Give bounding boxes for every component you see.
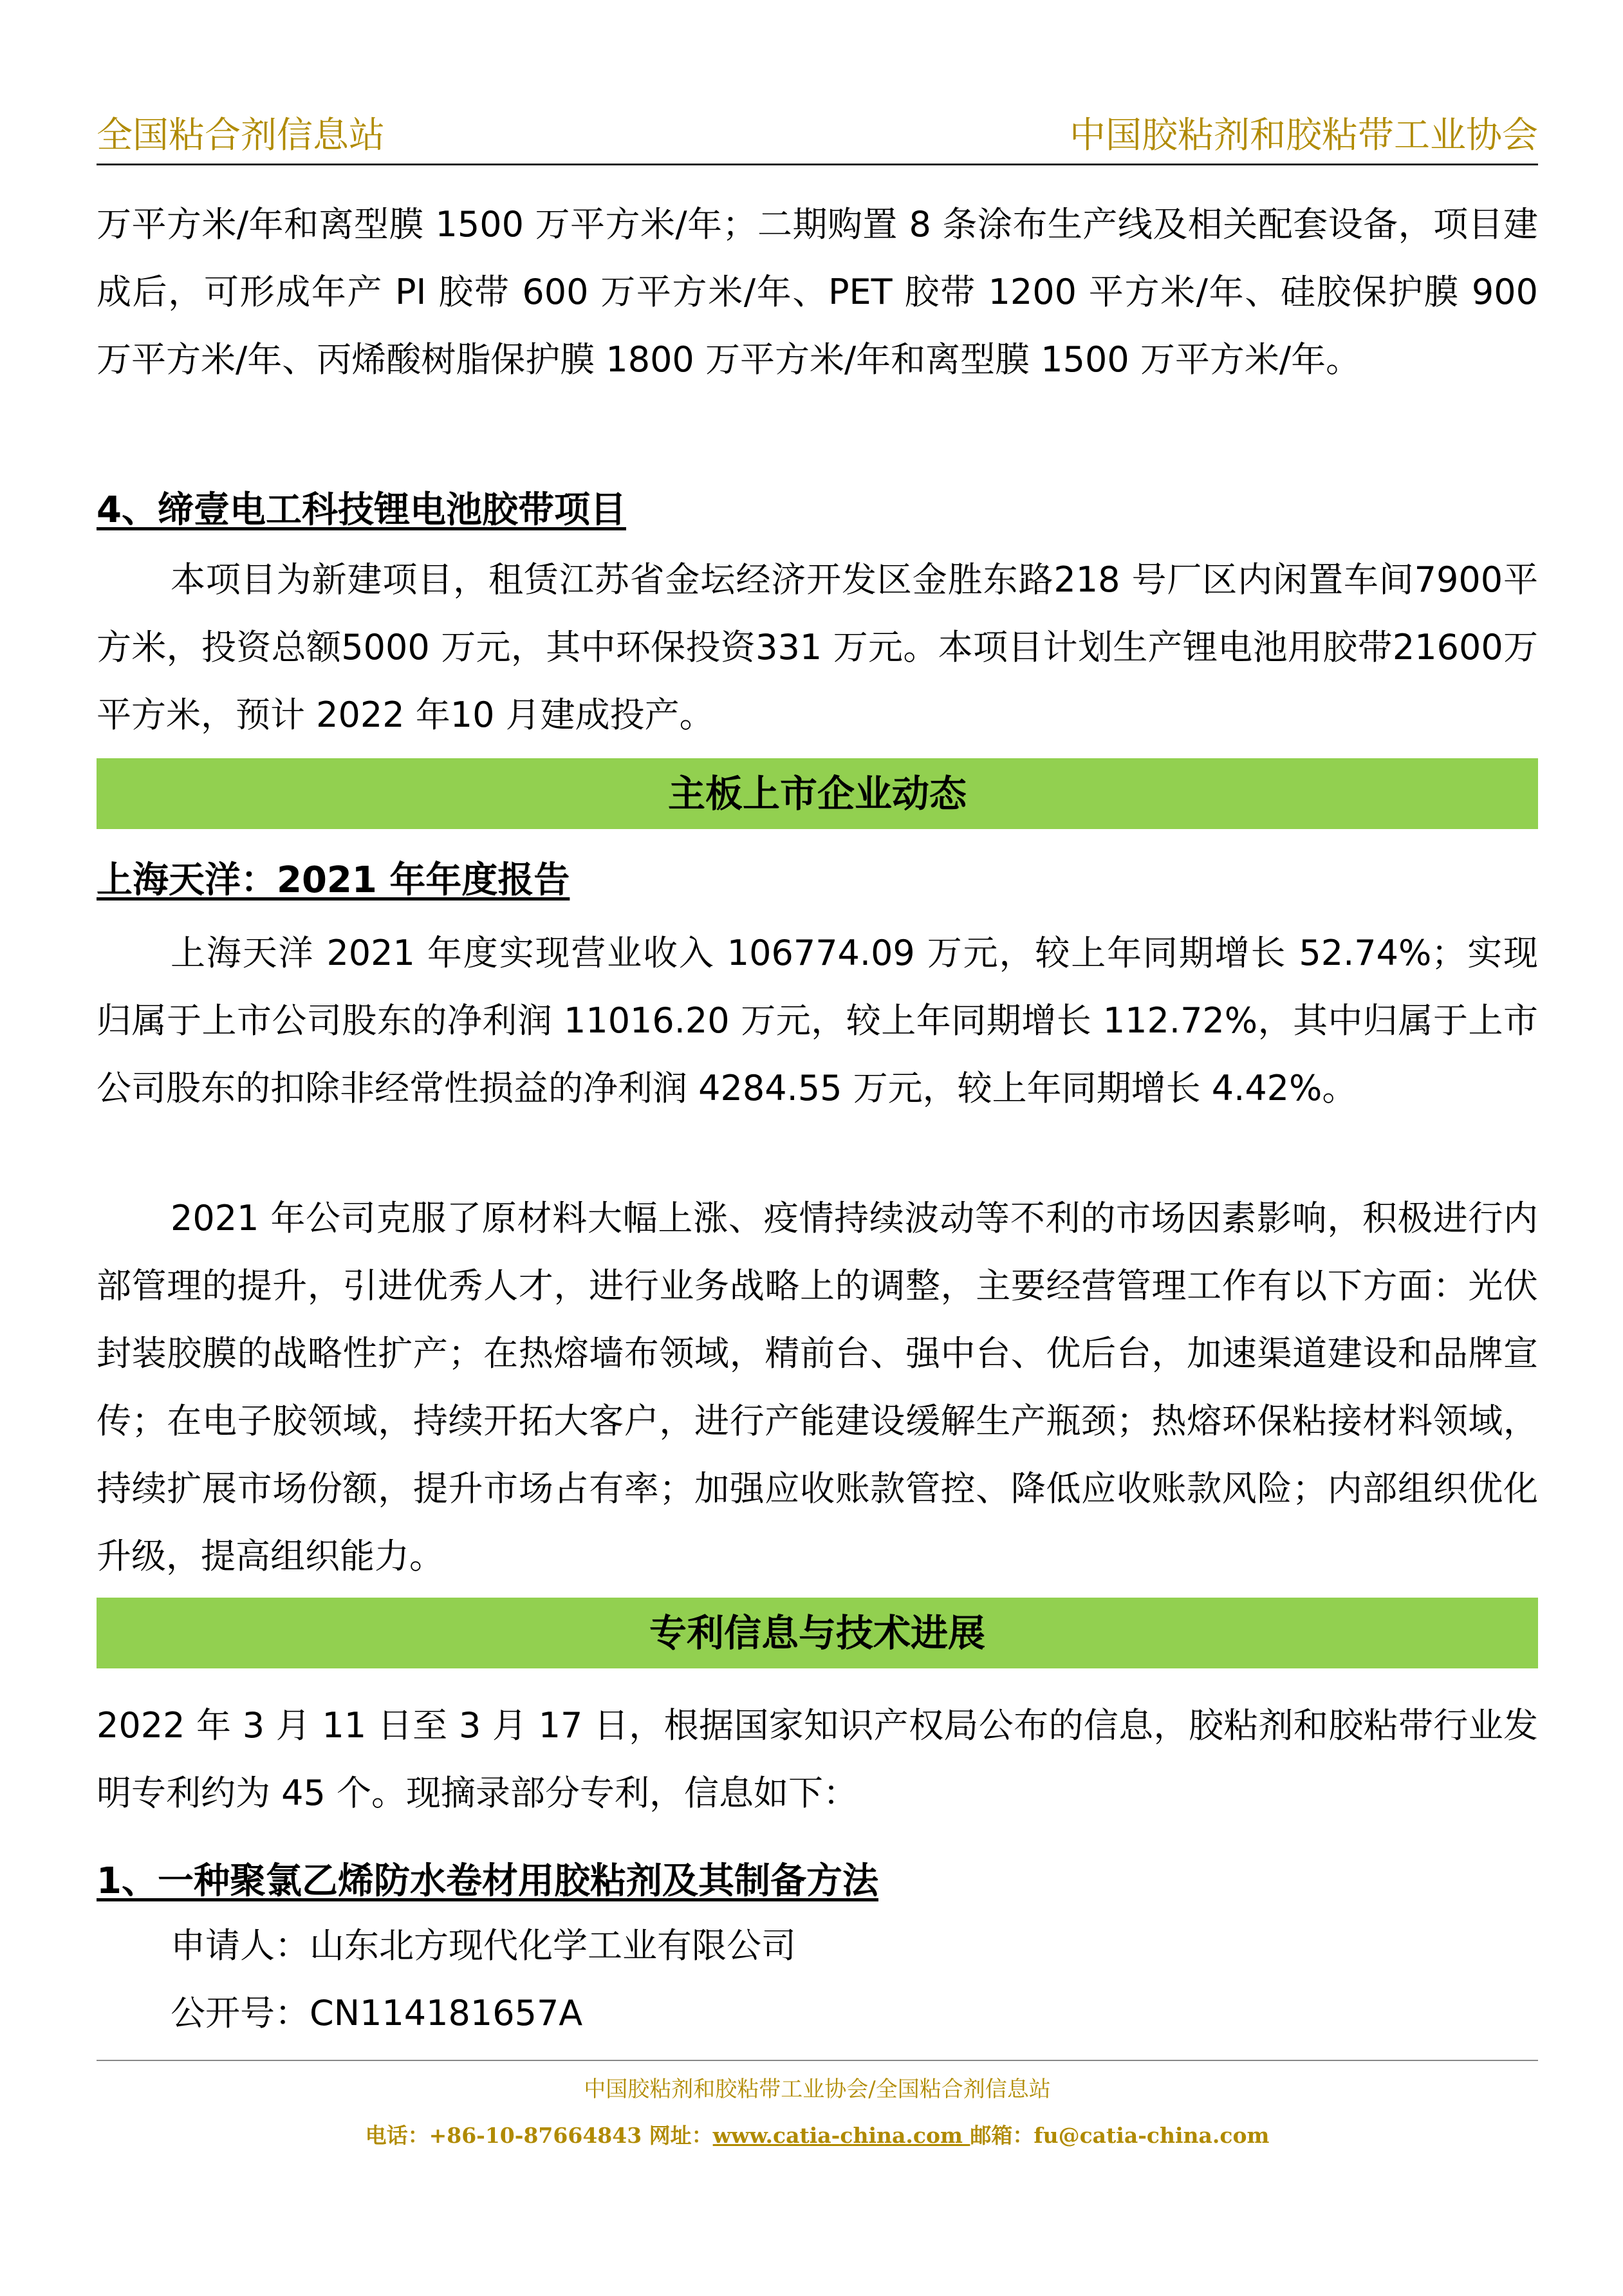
tianyang-paragraph-2: 2021 年公司克服了原材料大幅上涨、疫情持续波动等不利的市场因素影响，积极进行内部管理的提升，引进优秀人才，进行业务战略上的调整，主要经营管理工作有以下方面：光伏封装胶膜的战略性扩产；在热熔墙布领域，精前台、强中台、优后台，加速渠道建设和品牌宣传；在电子胶领域，持续开拓大客户，进行产能建设缓解生产瓶颈；热熔环保粘接材料领域，持续扩展市场份额，提升市场占有率；加强应收账款管控、降低应收账款风险；内部组织优化升级，提高组织能力。 (97, 1198, 1538, 1576)
footer-email: 邮箱：fu@catia-china.com (970, 2123, 1270, 2148)
footer-phone: 电话：+86-10-87664843 网址： (365, 2123, 713, 2148)
project4-paragraph: 本项目为新建项目，租赁江苏省金坛经济开发区金胜东路218 号厂区内闲置车间7900平方米，投资总额5000 万元，其中环保投资331 万元。本项目计划生产锂电池用胶带21600万平方米，预计 2022 年10 月建成投产。 (97, 559, 1538, 735)
patent1-applicant: 申请人：山东北方现代化学工业有限公司 (171, 1925, 796, 1966)
patent1-heading: 1、一种聚氯乙烯防水卷材用胶粘剂及其制备方法 (97, 1860, 878, 1902)
tianyang-paragraph-1: 上海天洋 2021 年度实现营业收入 106774.09 万元，较上年同期增长 52.74%；实现归属于上市公司股东的净利润 11016.20 万元，较上年同期增长 112.72%，其中归属于上市公司股东的扣除非经常性损益的净利润 4284.55 万元，较上年同期增长 4.42%。 (97, 933, 1538, 1108)
continued-paragraph: 万平方米/年和离型膜 1500 万平方米/年；二期购置 8 条涂布生产线及相关配套设备，项目建成后，可形成年产 PI 胶带 600 万平方米/年、PET 胶带 1200 平方米/年、硅胶保护膜 900 万平方米/年、丙烯酸树脂保护膜 1800 万平方米/年和离型膜 1500 万平方米/年。 (97, 204, 1538, 380)
section-band-patents: 专利信息与技术进展 (97, 1598, 1538, 1668)
patent1-publication-number: 公开号：CN114181657A (171, 1993, 583, 2033)
document-page (97, 0, 1538, 2296)
header-left-title: 全国粘合剂信息站 (97, 115, 385, 156)
project4-heading: 4、缔壹电工科技锂电池胶带项目 (97, 489, 626, 531)
footer-contact (97, 2119, 1538, 2149)
header-right-title: 中国胶粘剂和胶粘带工业协会 (1070, 115, 1538, 156)
section-band-listed-companies: 主板上市企业动态 (97, 758, 1538, 829)
footer-divider (97, 2060, 1538, 2061)
page-header (97, 116, 1538, 165)
footer-website-link[interactable]: www.catia-china.com (712, 2123, 970, 2148)
tianyang-report-heading: 上海天洋：2021 年年度报告 (97, 859, 570, 901)
patents-intro-paragraph: 2022 年 3 月 11 日至 3 月 17 日，根据国家知识产权局公布的信息，胶粘剂和胶粘带行业发明专利约为 45 个。现摘录部分专利，信息如下： (97, 1705, 1538, 1813)
footer-organization: 中国胶粘剂和胶粘带工业协会/全国粘合剂信息站 (584, 2077, 1051, 2102)
